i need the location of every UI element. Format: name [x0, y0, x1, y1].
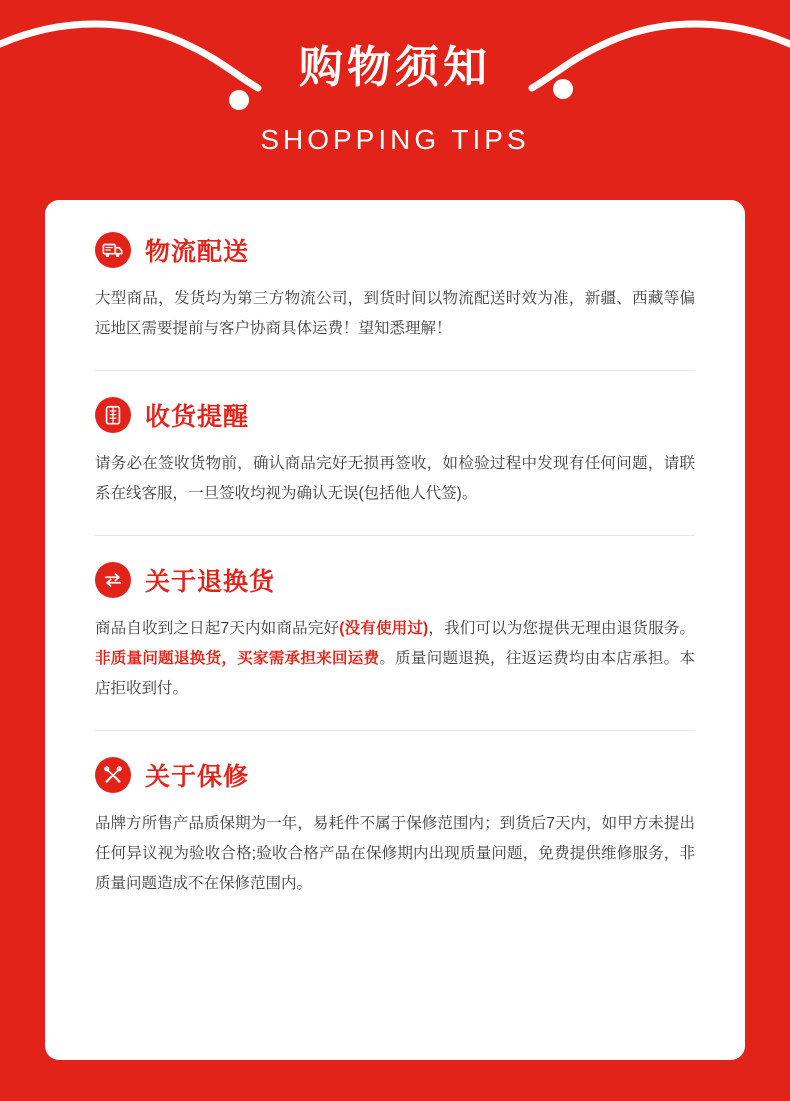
section-body: [95, 449, 695, 509]
section-header: [95, 562, 695, 598]
section-returns-exchanges: [95, 562, 695, 704]
page-header: [0, 0, 790, 190]
section-body: [95, 809, 695, 899]
body-text-highlight: 非质量问题退换货，买家需承担来回运费: [95, 650, 380, 667]
section-title: 物流配送: [145, 238, 250, 266]
section-logistics: [95, 232, 695, 344]
clipboard-icon: [95, 397, 131, 433]
truck-icon: [95, 232, 131, 268]
body-text-highlight: (没有使用过): [339, 620, 429, 637]
tools-icon: [95, 757, 131, 793]
divider: [95, 730, 695, 731]
body-text: 大型商品，发货均为第三方物流公司，到货时间以物流配送时效为准，新疆、西藏等偏远地区需要提前与客户协商具体运费！望知悉理解！: [95, 290, 695, 337]
section-title: 收货提醒: [145, 403, 250, 431]
section-title: 关于保修: [145, 763, 250, 791]
section-body: [95, 614, 695, 704]
body-text: 。质量问题退换，往返运费均由本店承担。本店拒收到付。: [95, 650, 695, 697]
section-header: [95, 232, 695, 268]
section-header: [95, 397, 695, 433]
section-title: 关于退换货: [145, 568, 276, 596]
body-text: ，我们可以为您提供无理由退货服务。: [428, 620, 695, 637]
body-text: 商品自收到之日起7天内如商品完好: [95, 620, 340, 637]
shopping-tips-card: [45, 200, 745, 1060]
exchange-arrows-icon: [95, 562, 131, 598]
divider: [95, 370, 695, 371]
divider: [95, 535, 695, 536]
section-header: [95, 757, 695, 793]
body-text: 请务必在签收货物前，确认商品完好无损再签收，如检验过程中发现有任何问题，请联系在线客服，一旦签收均视为确认无误(包括他人代签)。: [95, 455, 695, 502]
page-subtitle: SHOPPING TIPS: [260, 124, 530, 155]
section-warranty: [95, 757, 695, 899]
body-text: 品牌方所售产品质保期为一年，易耗件不属于保修范围内；到货后7天内，如甲方未提出任何异议视为验收合格;验收合格产品在保修期内出现质量问题，免费提供维修服务，非质量问题造成不在保修范围内。: [95, 815, 695, 892]
section-body: [95, 284, 695, 344]
section-receiving-reminder: [95, 397, 695, 509]
page-title: 购物须知: [299, 43, 491, 92]
